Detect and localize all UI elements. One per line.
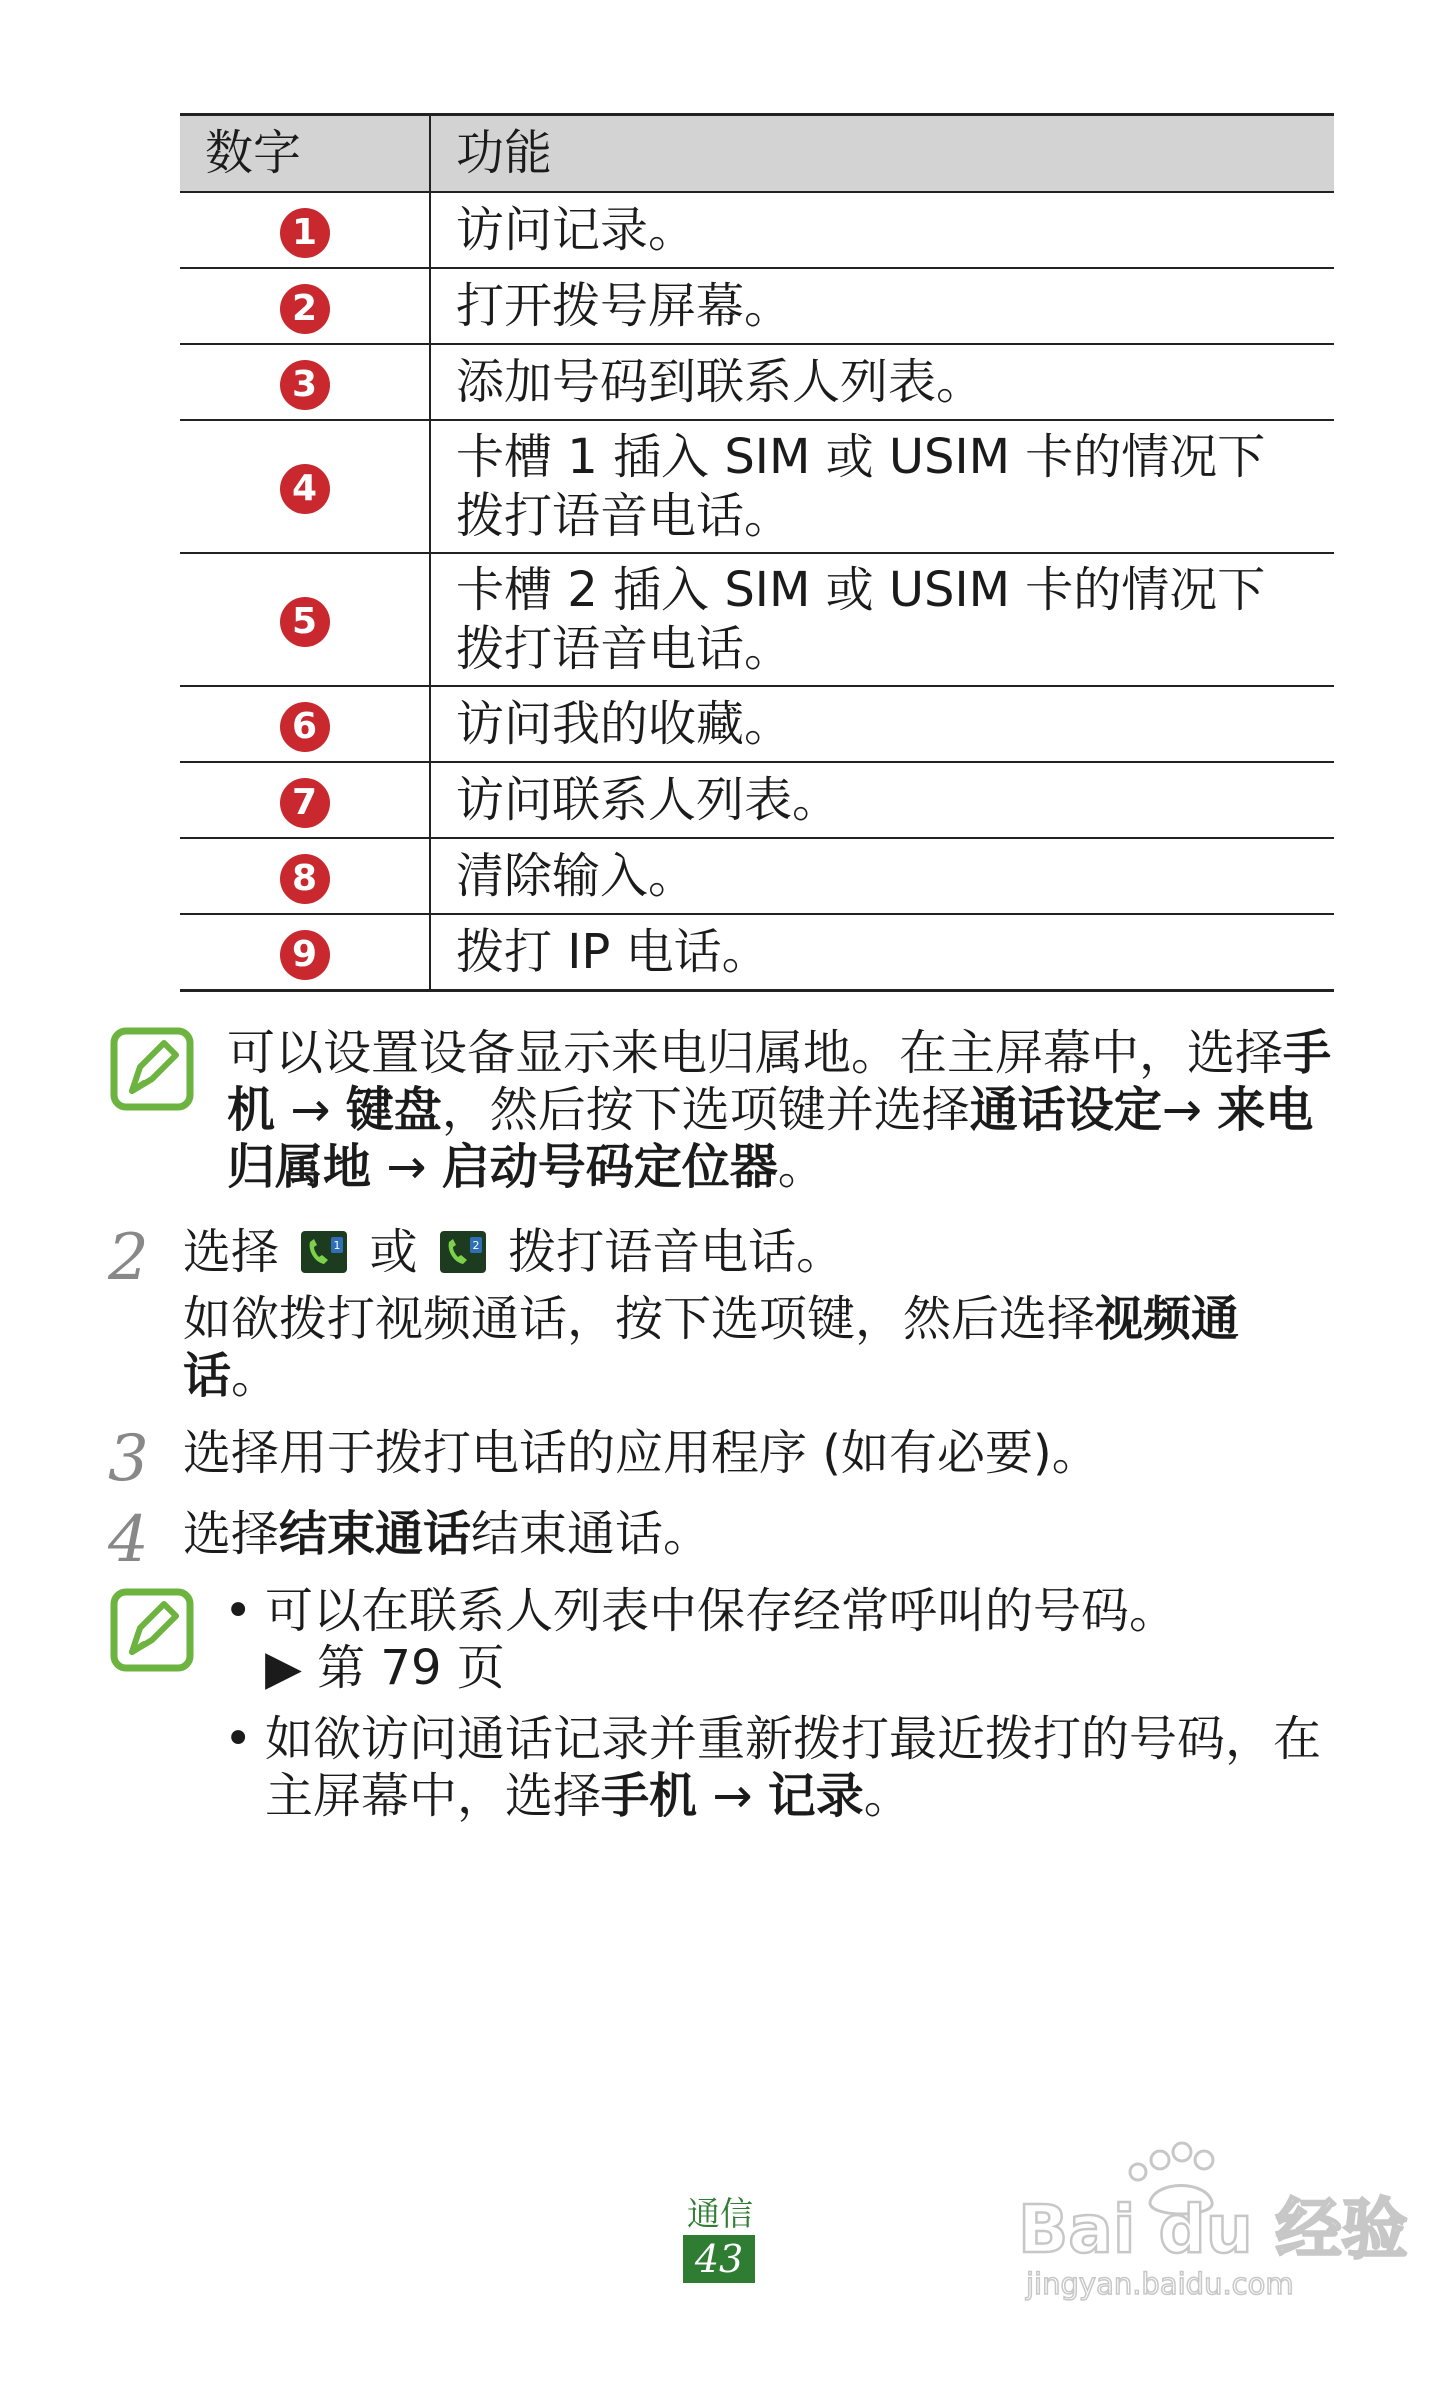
- menu-end-call: 结束通话: [279, 1506, 472, 1562]
- function-text-line: 拨打语音电话。: [456, 487, 793, 544]
- step-number: 3: [108, 1422, 149, 1496]
- menu-path-logs: 记录: [767, 1768, 864, 1824]
- table-row: [180, 192, 1334, 268]
- svg-text:jingyan.baidu.com: jingyan.baidu.com: [1026, 2267, 1294, 2301]
- note-text: 可以设置设备显示来电归属地。在主屏幕中，选择手机 → 键盘，然后按下选项键并选择通话设定→ 来电归属地 → 启动号码定位器。: [227, 1025, 1332, 1195]
- svg-text:Bai du 经验: Bai du 经验: [1018, 2191, 1408, 2268]
- function-text: 访问我的收藏。: [430, 686, 1334, 762]
- table-row: [180, 762, 1334, 838]
- function-text-line: 拨打语音电话。: [456, 620, 793, 677]
- table-row: [180, 553, 1334, 686]
- step-subtext: 如欲拨打视频通话，按下选项键，然后选择视频通话。: [183, 1291, 1240, 1404]
- function-text: 添加号码到联系人列表。: [430, 344, 1334, 420]
- step-number: 2: [108, 1221, 149, 1295]
- number-badge: 6: [280, 702, 330, 752]
- menu-path-phone: 手机: [227, 1025, 1332, 1138]
- function-table: [180, 113, 1334, 992]
- step-text: 选择用于拨打电话的应用程序 (如有必要)。: [183, 1425, 1100, 1481]
- voice-call-sim2-icon: [439, 1230, 487, 1274]
- list-item: • 可以在联系人列表中保存经常呼叫的号码。 ▶ 第 79 页: [224, 1583, 1178, 1696]
- step-text: 选择结束通话结束通话。: [183, 1506, 712, 1562]
- function-text-line: 卡槽 1 插入 SIM 或 USIM 卡的情况下: [456, 428, 1266, 485]
- page-number: 43: [683, 2235, 755, 2283]
- menu-path-caller-location: 来电归属地: [227, 1082, 1314, 1195]
- table-header-row: [180, 115, 1334, 193]
- number-badge: 1: [280, 208, 330, 258]
- menu-path-phone: 手机: [601, 1768, 698, 1824]
- menu-path-call-settings: 通话设定: [969, 1082, 1162, 1138]
- number-badge: 9: [280, 930, 330, 980]
- number-badge: 4: [280, 464, 330, 514]
- list-item: • 如欲访问通话记录并重新拨打最近拨打的号码，在主屏幕中，选择手机 → 记录。: [224, 1711, 1322, 1824]
- table-row: [180, 420, 1334, 553]
- step-number: 4: [108, 1503, 149, 1577]
- menu-video-call: 视频通话: [183, 1291, 1240, 1404]
- number-badge: 3: [280, 360, 330, 410]
- function-text: 打开拨号屏幕。: [430, 268, 1334, 344]
- number-badge: 8: [280, 854, 330, 904]
- number-badge: 7: [280, 778, 330, 828]
- table-row: [180, 268, 1334, 344]
- table-row: [180, 686, 1334, 762]
- note-icon: [110, 1027, 194, 1111]
- column-header-number: 数字: [180, 115, 430, 193]
- page-reference-link[interactable]: ▶ 第 79 页: [265, 1640, 505, 1696]
- function-text: [430, 553, 1334, 686]
- tip-list: [222, 1583, 1352, 1839]
- voice-call-sim1-icon: [300, 1230, 348, 1274]
- baidu-watermark-logo: [1010, 2130, 1408, 2301]
- svg-text:2: 2: [472, 1239, 480, 1252]
- menu-path-keypad: 键盘: [345, 1082, 442, 1138]
- note-icon: [110, 1588, 194, 1672]
- bullet: •: [224, 1711, 253, 1767]
- step-text: 选择 1 或 2 拨打语音电话。: [183, 1224, 845, 1280]
- number-badge: 5: [280, 597, 330, 647]
- menu-path-enable-locator: 启动号码定位器: [441, 1139, 778, 1195]
- function-text: 访问记录。: [430, 192, 1334, 268]
- function-text: 清除输入。: [430, 838, 1334, 914]
- function-text-line: 卡槽 2 插入 SIM 或 USIM 卡的情况下: [456, 561, 1266, 618]
- table-row: [180, 914, 1334, 991]
- table-row: [180, 838, 1334, 914]
- number-badge: 2: [280, 284, 330, 334]
- function-text: 拨打 IP 电话。: [430, 914, 1334, 991]
- column-header-function: 功能: [430, 115, 1334, 193]
- table-row: [180, 344, 1334, 420]
- section-name: 通信: [687, 2194, 753, 2233]
- bullet: •: [224, 1583, 253, 1639]
- svg-text:1: 1: [333, 1239, 341, 1252]
- function-text: 访问联系人列表。: [430, 762, 1334, 838]
- function-text: [430, 420, 1334, 553]
